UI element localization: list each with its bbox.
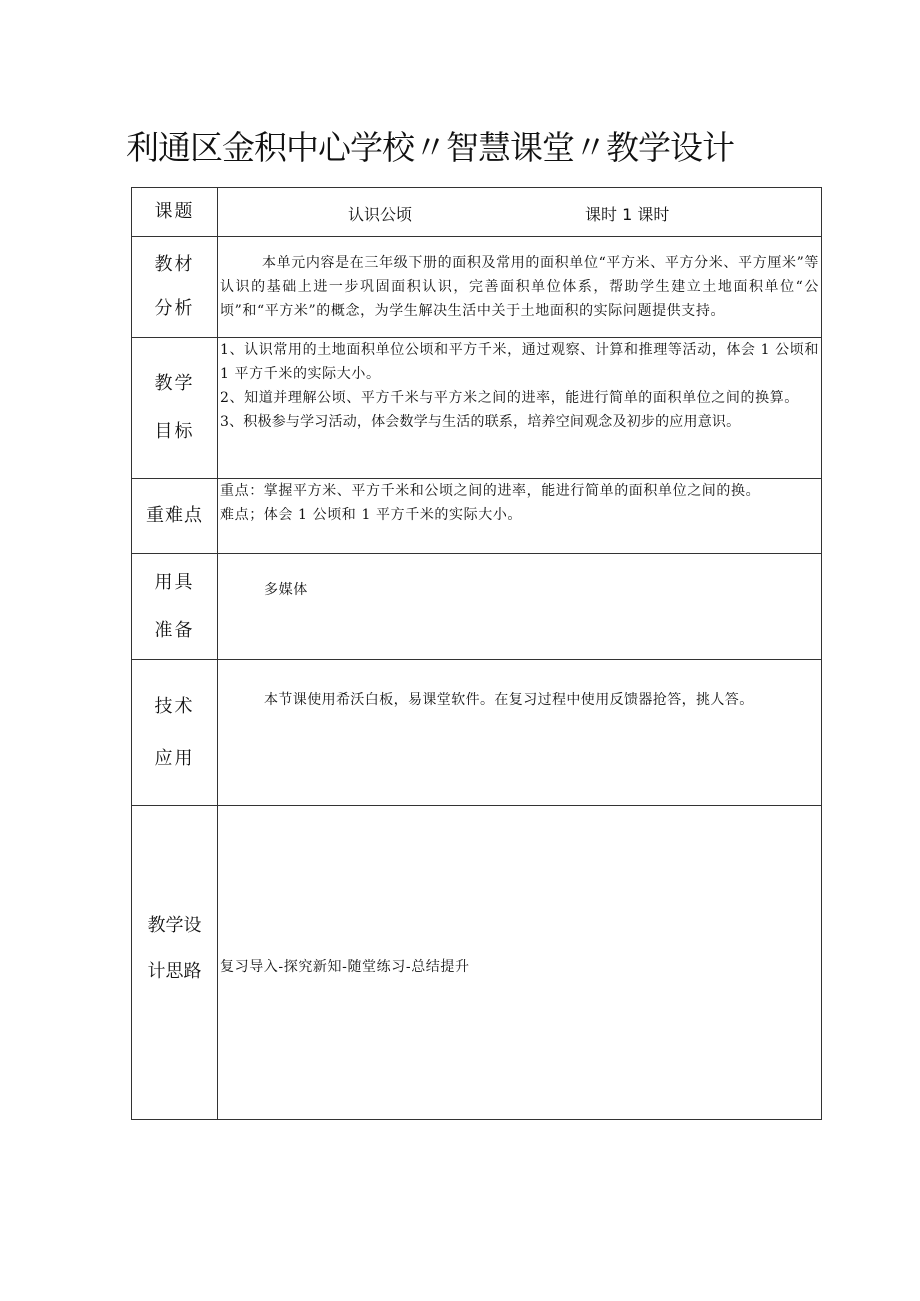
analysis-row bbox=[132, 237, 822, 338]
goals-label: 教学 目标 bbox=[132, 338, 218, 479]
tech-text: 本节课使用希沃白板，易课堂软件。在复习过程中使用反馈器抢答，挑人答。 bbox=[264, 691, 754, 708]
design-cell bbox=[218, 806, 822, 1120]
tools-text: 多媒体 bbox=[264, 581, 308, 598]
key-points-cell bbox=[218, 479, 822, 554]
tech-row bbox=[132, 660, 822, 806]
tools-row bbox=[132, 554, 822, 660]
goals-row bbox=[132, 338, 822, 479]
topic-label: 课题 bbox=[132, 188, 218, 237]
tech-cell bbox=[218, 660, 822, 806]
tools-label: 用具 准备 bbox=[132, 554, 218, 660]
tools-cell bbox=[218, 554, 822, 660]
topic-name: 认识公顷 bbox=[348, 205, 413, 224]
goals-cell bbox=[218, 338, 822, 479]
analysis-label: 教材 分析 bbox=[132, 237, 218, 338]
design-row bbox=[132, 806, 822, 1120]
tech-label: 技术 应用 bbox=[132, 660, 218, 806]
goal-item: 2、知道并理解公顷、平方千米与平方米之间的进率，能进行简单的面积单位之间的换算。 bbox=[220, 390, 799, 406]
analysis-text: 本单元内容是在三年级下册的面积及常用的面积单位“平方米、平方分米、平方厘米”等认识的基础上进一步巩固面积认识，完善面积单位体系，帮助学生建立土地面积单位“公顷”和“平方米”的概念，为学生解决生活中关于土地面积的实际问题提供支持。 bbox=[220, 255, 819, 319]
topic-cell bbox=[218, 188, 822, 237]
class-period: 课时 1 课时 bbox=[585, 205, 670, 224]
goal-item: 1、认识常用的土地面积单位公顷和平方千米，通过观察、计算和推理等活动，体会 1 公顷和 1 平方千米的实际大小。 bbox=[220, 342, 819, 382]
lesson-plan-table bbox=[131, 187, 822, 1120]
goal-item: 3、积极参与学习活动，体会数学与生活的联系，培养空间观念及初步的应用意识。 bbox=[220, 414, 741, 430]
design-label: 教学设 计思路 bbox=[132, 806, 218, 1120]
key-point-text: 重点：掌握平方米、平方千米和公顷之间的进率，能进行简单的面积单位之间的换。 bbox=[220, 483, 761, 499]
design-text: 复习导入-探究新知-随堂练习-总结提升 bbox=[220, 958, 470, 975]
difficulty-text: 难点；体会 1 公顷和 1 平方千米的实际大小。 bbox=[220, 507, 523, 523]
key-points-row bbox=[132, 479, 822, 554]
page-title: 利通区金积中心学校〃智慧课堂〃教学设计 bbox=[126, 128, 734, 167]
key-points-label: 重难点 bbox=[132, 479, 218, 554]
topic-row bbox=[132, 188, 822, 237]
analysis-cell bbox=[218, 237, 822, 338]
